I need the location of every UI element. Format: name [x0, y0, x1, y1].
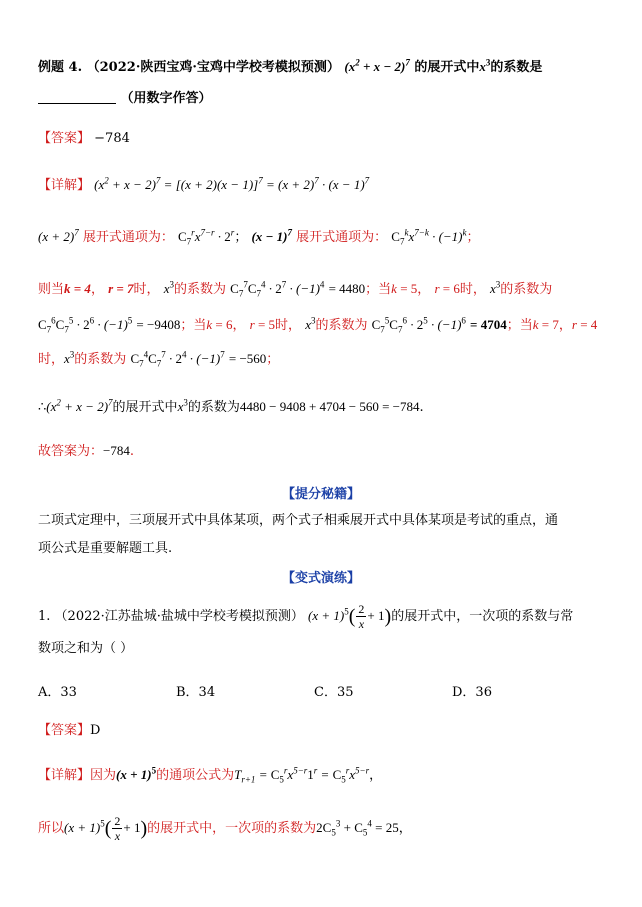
- practice-question: 1. （2022·江苏盐城·盐城中学校考模拟预测） $(x + 1)^5$( $\frac{2}{x}$ + 1)的展开式中，一次项的系数与常: [38, 602, 574, 631]
- practice-detail-2: 所以$(x + 1)^5$( $\frac{2}{x}$ + 1)的展开式中，一次项的系数为$2C_5^3 + C_5^4 = 25$，: [38, 814, 412, 843]
- answer-blank: [38, 91, 116, 104]
- tips-text-1: 二项式定理中，三项展开式中具体某项，两个式子相乘展开式中具体某项是考试的重点，通: [38, 513, 559, 528]
- tips-text-2: 项公式是重要解题工具.: [38, 541, 173, 556]
- option-c[interactable]: C．35: [314, 685, 354, 700]
- option-d[interactable]: D．36: [452, 685, 492, 700]
- practice-detail-1: 【详解】因为$(x + 1)^5$的通项公式为$T_{r+1} = C_5^rx^{5-r}1^r = C_5^rx^{5-r}$，: [38, 765, 383, 785]
- general-term-label-2: 展开式通项为：: [296, 230, 388, 245]
- detail-line-1: [38, 176, 622, 195]
- detail-tag: 【详解】: [38, 178, 91, 193]
- example-tail2: 的系数是: [490, 60, 543, 75]
- practice-answer: 【答案】D: [38, 723, 101, 738]
- practice-source: （2022·江苏盐城·盐城中学校考模拟预测）: [54, 609, 304, 624]
- answer-value: −784: [94, 131, 130, 146]
- example-label: 例题 4.: [38, 60, 83, 75]
- practice-title: 【变式演练】: [281, 571, 360, 586]
- final-answer: 故答案为：−784.: [38, 443, 134, 459]
- detail-line-5: 时，$x^3$的系数为 $C_7^4C_7^7 \cdot 2^4 \cdot (-1)^7 = -560$；: [38, 349, 280, 369]
- option-b[interactable]: B．34: [176, 685, 216, 700]
- tips-title: 【提分秘籍】: [281, 487, 360, 502]
- detail-factorization: $(x^2 + x - 2)^7 = [(x + 2)(x - 1)]^7 = (x + 2)^7 \cdot (x - 1)^7$: [94, 175, 370, 192]
- answer-tag: 【答案】: [38, 131, 91, 146]
- general-term-label-1: 展开式通项为：: [82, 230, 174, 245]
- detail-conclusion: $\therefore(x^2 + x - 2)^7$的展开式中$x^3$的系数为4480 − 9408 + 4704 − 560 = −784.: [38, 397, 424, 415]
- example-tail: 的展开式中: [414, 60, 480, 75]
- example-hint: （用数字作答）: [120, 91, 212, 106]
- practice-question-cont: 数项之和为（ ）: [38, 641, 134, 656]
- formula-main: $(x^2 + x - 2)^7$: [344, 57, 410, 74]
- example-source: （2022·陕西宝鸡·宝鸡中学校考模拟预测）: [86, 60, 340, 75]
- example-question: 例题 4. （2022·陕西宝鸡·宝鸡中学校考模拟预测） $(x^2 + x - 2)^7$ 的展开式中$x^3$的系数是: [38, 57, 543, 75]
- option-a[interactable]: A．33: [38, 685, 77, 700]
- example-blank-line: [38, 90, 622, 108]
- detail-line-3: 则当k = 4， r = 7时， $x^3$的系数为 $C_7^7C_7^4 \cdot 2^7 \cdot (-1)^4 = 4480$；当k = 5， r = 6时， $x^3$的系数为: [38, 279, 553, 299]
- detail-line-4: $C_7^6C_7^5 \cdot 2^6 \cdot (-1)^5 = -9408$；当k = 6， r = 5时， $x^3$的系数为 $C_7^5C_7^6 \cdot 2^5 \cdot (-1)^6 = 4704$；当k = 7，r = 4: [38, 315, 598, 335]
- detail-line-2: $(x + 2)^7$ 展开式通项为： $C_7^rx^{7-r} \cdot 2^r$； $(x - 1)^7$ 展开式通项为： $C_7^kx^{7-k} \cdot (-1)^k$；: [38, 227, 480, 247]
- answer-line: [38, 130, 622, 148]
